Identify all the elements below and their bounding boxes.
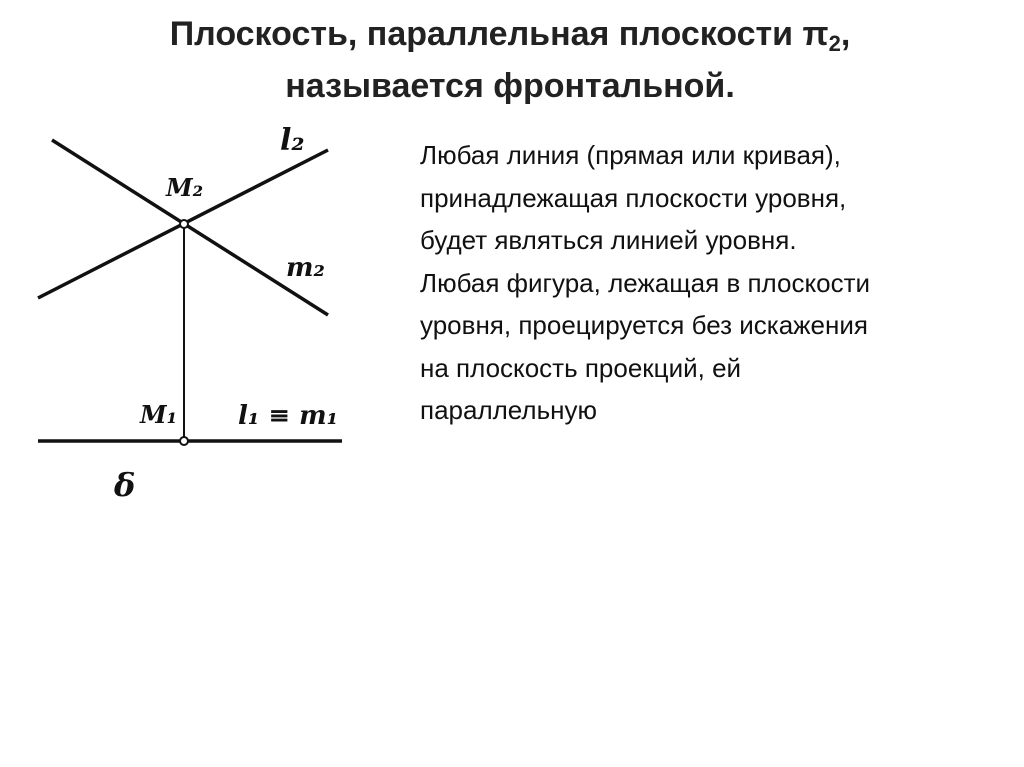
- body-line: параллельную: [420, 395, 597, 425]
- title-line-2: называется фронтальной.: [285, 67, 735, 105]
- label-l2: l₂: [280, 123, 305, 158]
- label-M2: M₂: [166, 173, 204, 202]
- title-line-1-suffix: ,: [840, 15, 851, 53]
- body-line: принадлежащая плоскости уровня,: [420, 182, 847, 213]
- title-line-1-text: Плоскость, параллельная плоскости π: [169, 15, 829, 53]
- body-line: на плоскость проекций, ей: [420, 352, 742, 383]
- label-delta: δ: [114, 466, 136, 504]
- body-line: Любая фигура, лежащая в плоскости: [420, 267, 871, 298]
- title-line-1: [60, 8, 960, 60]
- body-line: Любая линия (прямая или кривая),: [420, 140, 841, 170]
- body-text: [420, 134, 1020, 432]
- label-M1: M₁: [140, 400, 178, 429]
- point-m1: [180, 437, 188, 445]
- projection-diagram: [0, 100, 400, 520]
- line-m2: [52, 140, 328, 315]
- label-m2: m₂: [286, 253, 325, 283]
- body-line: уровня, проецируется без искажения: [420, 310, 868, 340]
- body-line: будет являться линией уровня.: [420, 225, 797, 255]
- slide-title: [60, 8, 960, 112]
- label-l1-m1: l₁ ≡ m₁: [238, 401, 339, 431]
- point-m2: [180, 220, 188, 228]
- title-subscript: 2: [828, 31, 841, 56]
